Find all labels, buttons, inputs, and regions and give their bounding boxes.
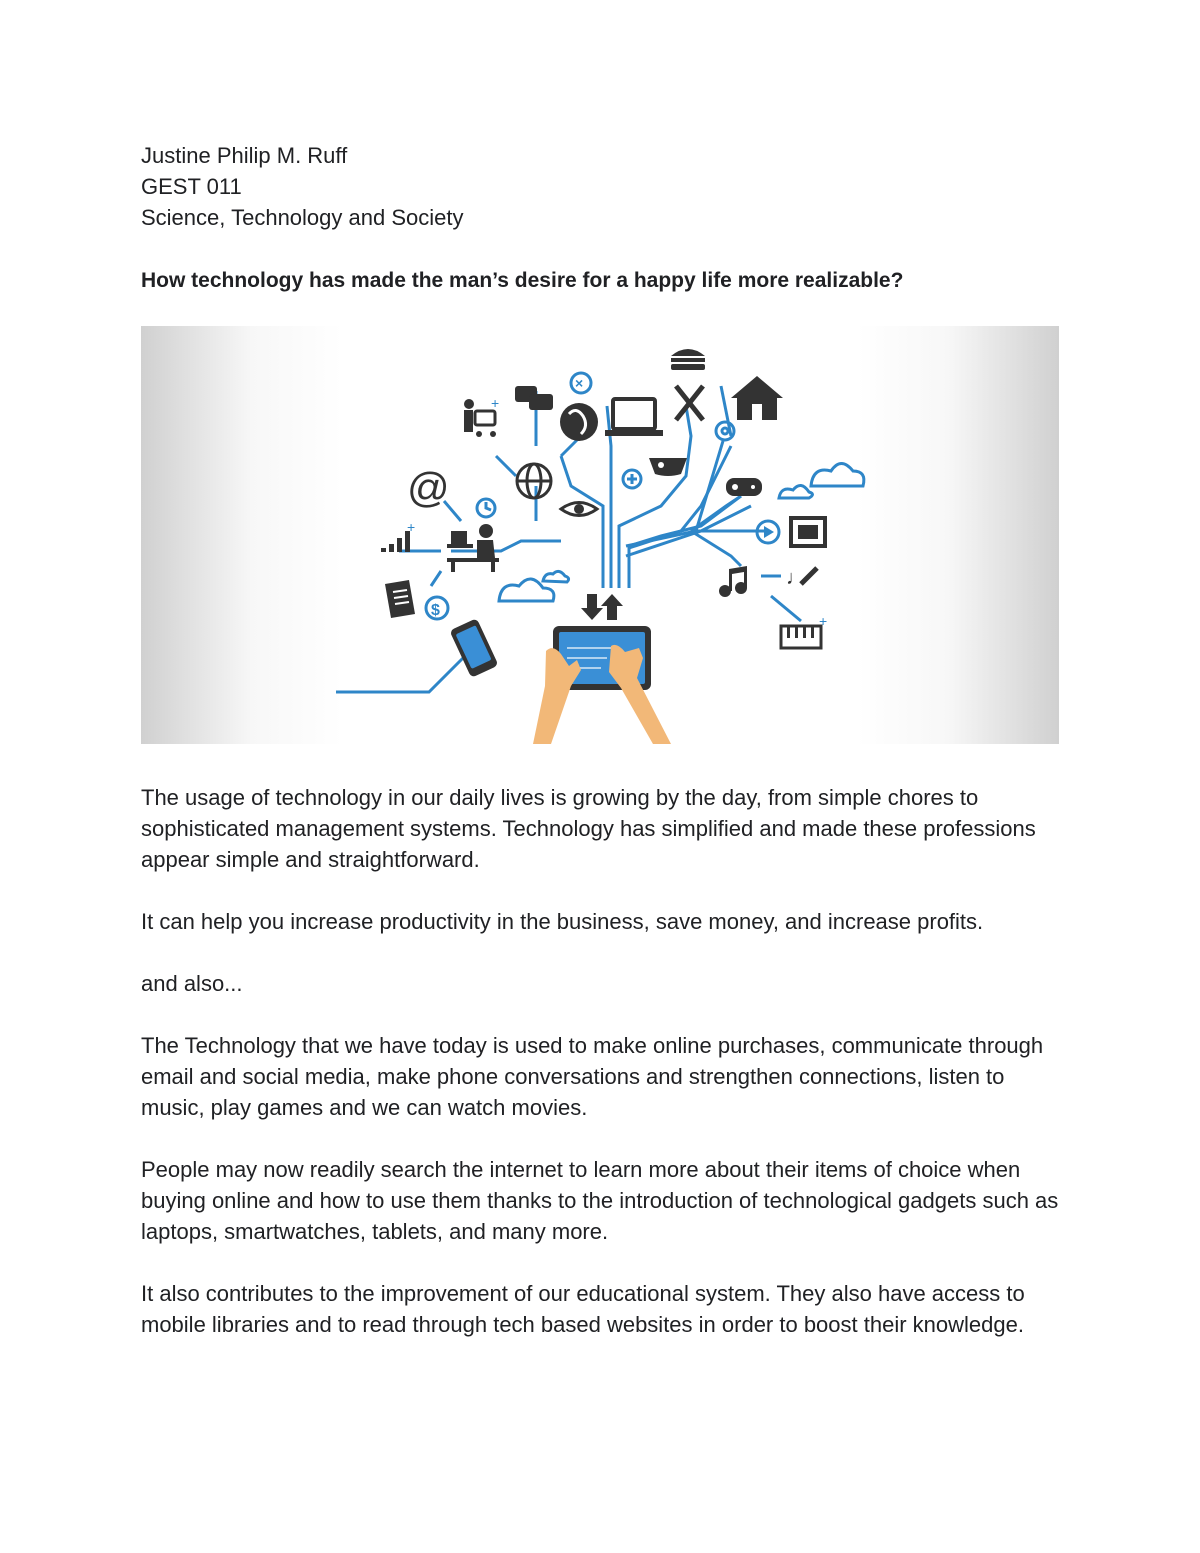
up-down-arrows-icon — [581, 594, 623, 620]
paragraph-productivity: It can help you increase productivity in the business, save money, and increase profits. — [141, 909, 984, 934]
course-code: GEST 011 — [141, 174, 242, 199]
document-title: How technology has made the man’s desire for a happy life more realizable? — [141, 269, 904, 292]
paragraph-online-uses: The Technology that we have today is used to make online purchases, communicate through email and social media, make phone conversations and strengthen connections, listen to music, play games and we can watch movies. — [141, 1033, 1044, 1120]
svg-text:+: + — [491, 395, 500, 411]
paragraph-intro: The usage of technology in our daily lives is growing by the day, from simple chores to sophisticated management systems. Technology has simplified and made these professions appear simple and straightforward. — [141, 785, 1036, 872]
pencil-note-icon — [786, 567, 817, 589]
shopping-cart-icon — [464, 395, 499, 437]
plus-icon — [623, 470, 641, 488]
burger-icon — [671, 349, 705, 370]
course-name: Science, Technology and Society — [141, 205, 464, 230]
globe-icon — [560, 403, 598, 441]
diaper-icon — [649, 458, 687, 476]
chat-bubbles-icon — [515, 386, 553, 410]
svg-text:$: $ — [431, 602, 440, 619]
dollar-icon — [426, 597, 448, 619]
technology-illustration — [141, 326, 1059, 744]
laptop-icon — [605, 399, 663, 436]
paragraph-and-also: and also... — [141, 971, 243, 996]
svg-text:+: + — [819, 613, 828, 629]
home-icon — [731, 376, 783, 420]
piano-icon — [781, 613, 827, 648]
fork-knife-icon — [676, 386, 703, 420]
svg-text:@: @ — [407, 464, 450, 511]
document-icon — [385, 580, 415, 618]
gamepad-icon — [726, 478, 762, 496]
author-name: Justine Philip M. Ruff — [141, 143, 348, 168]
paragraph-gadgets: People may now readily search the internet to learn more about their items of choice when buying online and how to use them thanks to the introduction of technological gadgets such as laptops, smartwatches, tablets, and many more. — [141, 1157, 1059, 1244]
svg-text:♩: ♩ — [786, 567, 806, 589]
smartphone-icon — [449, 618, 498, 678]
web-globe-icon — [517, 464, 551, 498]
film-icon — [791, 518, 825, 546]
technology-network-svg — [141, 326, 1059, 744]
eye-icon — [561, 503, 597, 516]
svg-text:+: + — [407, 519, 416, 535]
clock-icon — [477, 499, 495, 517]
svg-text:×: × — [575, 375, 584, 391]
location-pin-icon — [571, 373, 591, 393]
music-note-icon — [719, 566, 747, 597]
paragraph-education: It also contributes to the improvement of our educational system. They also have access to mobile libraries and to read through tech based websites in order to boost their knowledge. — [141, 1281, 1025, 1337]
at-sign-icon — [407, 464, 450, 511]
person-at-desk-icon — [447, 524, 499, 572]
bar-chart-icon — [381, 519, 415, 552]
